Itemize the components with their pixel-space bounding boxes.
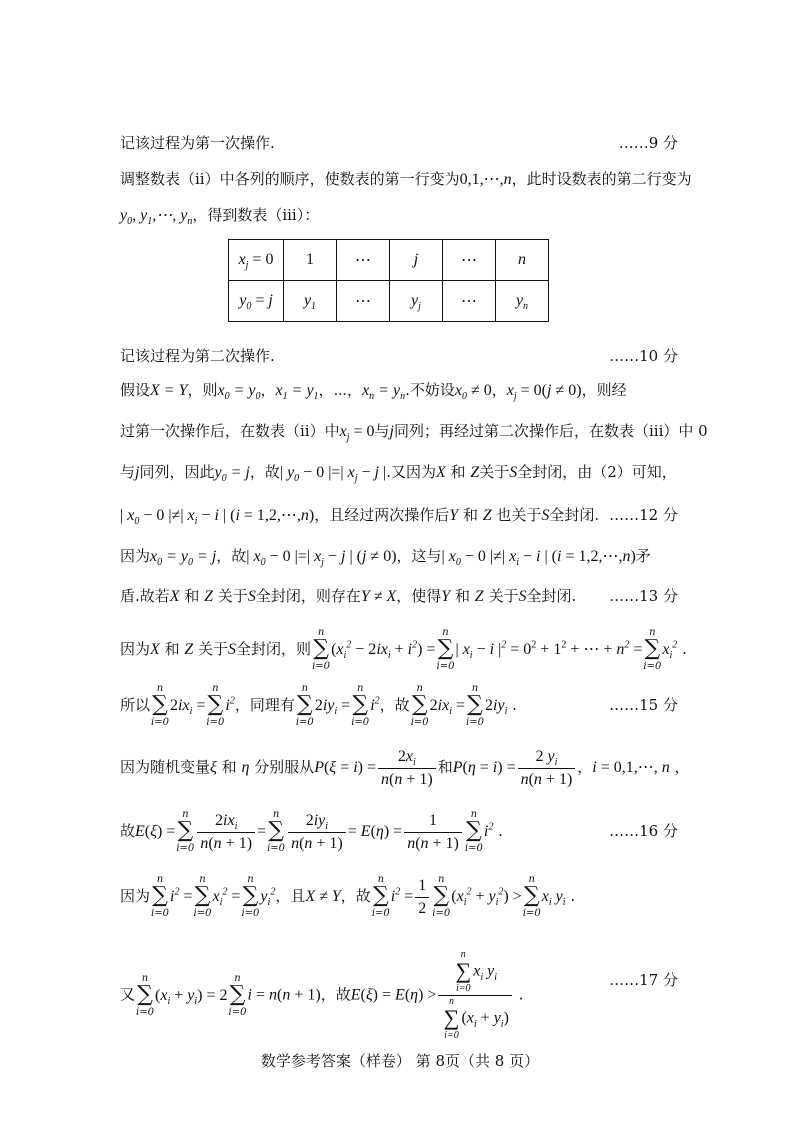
- table-cell: $x_j = 0$: [229, 240, 284, 281]
- text-line-7: 与j同列，因此$y_0 = j$，故| $y_0 - 0$ |=| $x_j - j$ |.又因为X 和 Z关于S全封闭，由（2）可知，: [120, 463, 677, 485]
- fraction: $2iy_i$ n(n + 1): [288, 811, 346, 854]
- sum-symbol: n ∑ i=0: [206, 683, 225, 728]
- text-line-14: 故E(ξ) = n ∑ i=0 $2ix_i$ n(n + 1) = n ∑ i=0 $2iy_i$ n(n + 1) = E(η) = $\frac{1}{n(n + 1)}$ n ∑ i=0 $i^2$ .: [120, 809, 503, 854]
- score-10: ……10 分: [609, 347, 678, 365]
- text-line-4: 记该过程为第二次操作.: [120, 347, 275, 365]
- fraction: $\frac{1}{n(n + 1)}$: [404, 811, 462, 854]
- table-cell: ⋯: [337, 240, 390, 281]
- table-cell: n: [496, 240, 549, 281]
- fraction: $\frac{1}{2}$: [415, 876, 429, 919]
- table-row: [229, 281, 549, 322]
- fraction: $\frac{2x_i}{n(n + 1)}$: [378, 747, 436, 790]
- sum-symbol: n ∑ i=0: [436, 627, 455, 672]
- sum-symbol: n ∑ i=0: [176, 809, 195, 854]
- sum-symbol: n ∑ i=0: [228, 972, 247, 1018]
- sum-symbol: n ∑ i=0: [432, 874, 451, 919]
- text-line-9: 因为$x_0 = y_0 = j$，故| $x_0 - 0$ |=| $x_j - j$ | (j ≠ 0)，这与| $x_0 - 0$ |≠| $x_i - i$ | (i = 1,2,⋯,n)矛: [120, 547, 651, 569]
- score-16: ……16 分: [609, 822, 678, 840]
- sum-symbol: n ∑ i=0: [295, 683, 314, 728]
- sum-symbol: n ∑ i=0: [410, 683, 429, 728]
- table-cell: 1: [284, 240, 337, 281]
- table-cell: ⋯: [443, 281, 496, 322]
- text-line-13: 因为随机变量ξ 和 η 分别服从P(ξ = i) = $\frac{2x_i}{n(n + 1)}$ 和P(η = i) = $\frac{2 y_i}{n(n + 1)}$ ，i = 0,1,⋯, n ，: [120, 747, 690, 788]
- text-line-6: 过第一次操作后，在数表（ii）中$x_j = 0$与j同列；再经过第二次操作后，在数表（iii）中 0: [120, 422, 708, 444]
- table-row: [229, 240, 549, 281]
- score-9: ……9 分: [618, 134, 678, 152]
- sum-symbol: n ∑ i=0: [151, 683, 169, 728]
- table-cell: $y_1$: [284, 281, 337, 322]
- fraction: n ∑ i=0 $x_i$ $y_i$ n ∑ i=0 $(x_i + y_i)$: [438, 950, 511, 1041]
- text-line-12: 所以 n ∑ i=0 $2ix_i$ = n ∑ i=0 $i^2$，同理有 n ∑ i=0 $2iy_i$ = n ∑ i=0 $i^2$，故 n ∑ i=0 $2ix_i$ = n ∑ i=0 $2iy_i$ .: [120, 683, 517, 728]
- table-cell: j: [390, 240, 443, 281]
- fraction: $2ix_i$ n(n + 1): [197, 811, 255, 854]
- sum-symbol: n ∑ i=0: [151, 874, 169, 919]
- table-cell: $y_n$: [496, 281, 549, 322]
- table-iii: [228, 239, 549, 322]
- table-cell: ⋯: [337, 281, 390, 322]
- sum-symbol: n ∑ i=0: [371, 874, 390, 919]
- sum-symbol: n ∑ i=0: [241, 874, 260, 919]
- page-footer: 数学参考答案（样卷） 第 8页（共 8 页）: [260, 1052, 540, 1070]
- fraction: $\frac{2 y_i}{n(n + 1)}$: [518, 747, 576, 790]
- sum-symbol: n ∑ i=0: [455, 949, 472, 994]
- sum-symbol: n ∑ i=0: [466, 683, 484, 728]
- sum-symbol: n ∑ i=0: [193, 874, 212, 919]
- text-line-16: 又 n ∑ i=0 $(x_i + y_i) = 2$ n ∑ i=0 i = n(n + 1)，故E(ξ) = E(η) > n ∑ i=0 $x_i$ $y_i$ n ∑ i=0 $(x_i + y_i)$ .: [120, 949, 524, 1041]
- sum-symbol: n ∑ i=0: [267, 809, 286, 854]
- text-line-8: | $x_0 - 0$ |≠| $x_i - i$ | (i = 1,2,⋯,n)，且经过两次操作后Y 和 Z 也关于S全封闭.: [120, 506, 600, 528]
- score-17: ……17 分: [609, 971, 678, 989]
- table-cell: $y_j$: [390, 281, 443, 322]
- text-line-1: 记该过程为第一次操作.: [120, 134, 275, 152]
- text-line-5: 假设X = Y，则$x_0 = y_0$，$x_1 = y_1$，⋯，$x_n = y_n$.不妨设$x_0 \ne 0$，$x_j = 0(j \ne 0)$，则经: [120, 381, 627, 403]
- sum-symbol: n ∑ i=0: [351, 683, 370, 728]
- score-12: ……12 分: [609, 506, 678, 524]
- text-line-3: $y_0$, $y_1,\cdots$, $y_n$，得到数表（iii）：: [120, 206, 320, 228]
- table-cell: ⋯: [443, 240, 496, 281]
- sum-symbol: n ∑ i=0: [464, 809, 483, 854]
- table-cell: $y_0 = j$: [229, 281, 284, 322]
- sum-symbol: n ∑ i=0: [522, 874, 541, 919]
- sum-symbol: n ∑ i=0: [312, 627, 331, 672]
- text-line-15: 因为 n ∑ i=0 $i^2$ = n ∑ i=0 $x_i^2$ = n ∑ i=0 $y_i^2$，且X ≠ Y，故 n ∑ i=0 $i^2$ = $\frac{1}{2}$ n ∑ i=0 $(x_i^2 + y_i^2)$ > n ∑ i=0 $x_i$ $y_i$ .: [120, 874, 576, 919]
- sum-symbol: n ∑ i=0: [443, 996, 460, 1041]
- sum-symbol: n ∑ i=0: [643, 627, 662, 672]
- text-line-10: 盾.故若X 和 Z 关于S全封闭，则存在Y ≠ X，使得Y 和 Z 关于S全封闭.: [120, 587, 577, 605]
- text-line-11: 因为X 和 Z 关于S全封闭，则 n ∑ i=0 $(x_i^2 - 2ix_i + i^2)$ = n ∑ i=0 | $x_i - i$ $|^2 = 0^2 + 1^2$ + ⋯ + $n^2$ = n ∑ i=0 $x_i^2$ .: [120, 627, 687, 672]
- sum-symbol: n ∑ i=0: [136, 972, 154, 1018]
- text-line-2: 调整数表（ii）中各列的顺序，使数表的第一行变为0,1,⋯,n，此时设数表的第二行变为: [120, 170, 692, 188]
- score-13: ……13 分: [609, 587, 678, 605]
- score-15: ……15 分: [609, 696, 678, 714]
